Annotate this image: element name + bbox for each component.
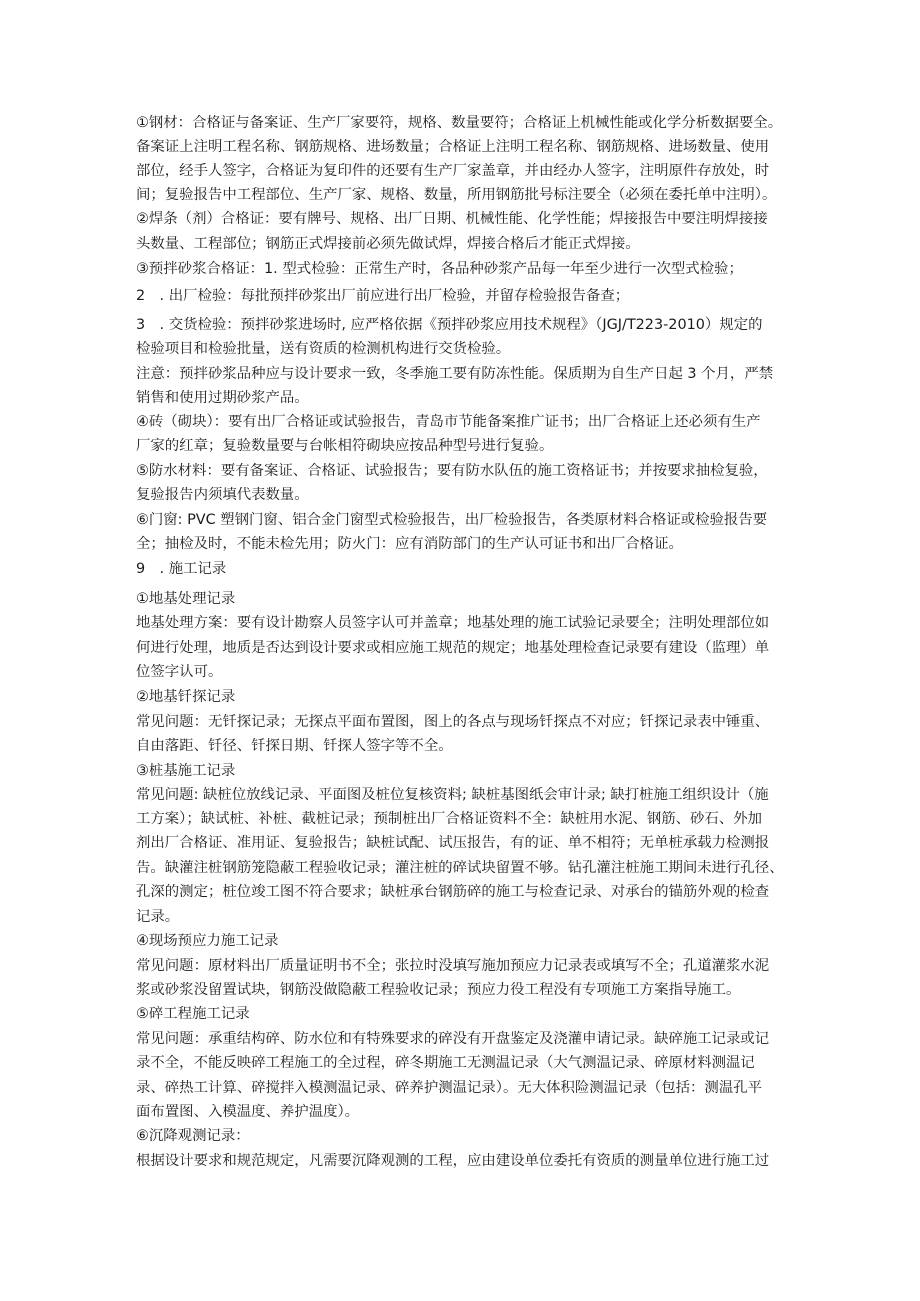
text-line: 剂出厂合格证、准用证、复验报告；缺桩试配、试压报告，有的证、单不相符；无单桩承载力检测报 bbox=[136, 835, 770, 851]
text-line: 录不全，不能反映碎工程施工的全过程，碎冬期施工无测温记录（大气测温记录、碎原材料测温记 bbox=[136, 1055, 755, 1071]
text-line: 注意：预拌砂浆品种应与设计要求一致，冬季施工要有防冻性能。保质期为自生产日起 3 个月，严禁 bbox=[136, 366, 774, 382]
subsection-heading: ②地基钎探记录 bbox=[136, 689, 236, 705]
subsection-heading: ④现场预应力施工记录 bbox=[136, 933, 279, 949]
text-line: 工方案）；缺试桩、补桩、截桩记录；预制桩出厂合格证资料不全：缺桩用水泥、钢筋、砂石、外加 bbox=[136, 811, 762, 827]
text-line: 自由落距、钎径、钎探日期、钎探人签字等不全。 bbox=[136, 738, 453, 754]
text-line: 常见问题：承重结构碎、防水位和有特殊要求的碎没有开盘鉴定及浇灌申请记录。缺碎施工记录或记 bbox=[136, 1031, 770, 1047]
text-line: 记录。 bbox=[136, 909, 180, 925]
text-line: 部位，经手人签字，合格证为复印件的还要有生产厂家盖章，并由经办人签字，注明原件存放处，时 bbox=[136, 163, 770, 179]
text-line: ①钢材：合格证与备案证、生产厂家要符，规格、数量要符；合格证上机械性能或化学分析数据要全。 bbox=[136, 115, 783, 131]
text-line: ⑤防水材料：要有备案证、合格证、试验报告；要有防水队伍的施工资格证书；并按要求抽检复验， bbox=[136, 463, 768, 479]
text-line: 孔深的测定；桩位竣工图不符合要求；缺桩承台钢筋碎的施工与检查记录、对承台的锚筋外观的检查 bbox=[136, 884, 770, 900]
text-line: 2 . 出厂检验：每批预拌砂浆出厂前应进行出厂检验，并留存检验报告备查； bbox=[136, 288, 630, 304]
text-line: 检验项目和检验批量，送有资质的检测机构进行交货检验。 bbox=[136, 341, 511, 357]
text-line: 间；复验报告中工程部位、生产厂家、规格、数量，所用钢筋批号标注要全（必须在委托单中注明）。 bbox=[136, 187, 777, 203]
subsection-heading: ③桩基施工记录 bbox=[136, 763, 236, 779]
text-line: 复验报告内须填代表数量。 bbox=[136, 487, 309, 503]
subsection-heading: ①地基处理记录 bbox=[136, 591, 236, 607]
text-line: 何进行处理，地质是否达到设计要求或相应施工规范的规定；地基处理检查记录要有建设（监理）单 bbox=[136, 640, 770, 656]
text-line: 常见问题：无钎探记录；无探点平面布置图，图上的各点与现场钎探点不对应；钎探记录表中锤重、 bbox=[136, 714, 770, 730]
text-line: 根据设计要求和规范规定，凡需要沉降观测的工程，应由建设单位委托有资质的测量单位进行施工过 bbox=[136, 1153, 770, 1169]
text-line: 浆或砂浆没留置试块，钢筋没做隐蔽工程验收记录；预应力役工程没有专项施工方案指导施工。 bbox=[136, 982, 741, 998]
text-line: 常见问题: 缺桩位放线记录、平面图及桩位复核资料; 缺桩基图纸会审计录; 缺打桩施工组织设计（施 bbox=[136, 787, 769, 803]
text-line: 全；抽检及时，不能未检先用；防火门：应有消防部门的生产认可证书和出厂合格证。 bbox=[136, 536, 683, 552]
text-line: 面布置图、入模温度、养护温度）。 bbox=[136, 1104, 360, 1120]
text-line: 常见问题：原材料出厂质量证明书不全；张拉时没填写施加预应力记录表或填写不全；孔道灌浆水泥 bbox=[136, 958, 770, 974]
text-line: 位签字认可。 bbox=[136, 664, 223, 680]
text-line: ④砖（砌块）：要有出厂合格证或试验报告，青岛市节能备案推广证书；出厂合格证上还必须有生产 bbox=[136, 414, 761, 430]
text-line: 地基处理方案：要有设计勘察人员签字认可并盖章；地基处理的施工试验记录要全；注明处理部位如 bbox=[136, 615, 770, 631]
text-line: 告。缺灌注桩钢筋笼隐蔽工程验收记录；灌注桩的碎试块留置不够。钻孔灌注桩施工期间未进行孔径、 bbox=[136, 860, 784, 876]
subsection-heading: ⑥沉降观测记录： bbox=[136, 1128, 250, 1144]
text-line: 销售和使用过期砂浆产品。 bbox=[136, 390, 309, 406]
text-line: ②焊条（剂）合格证：要有牌号、规格、出厂日期、机械性能、化学性能；焊接报告中要注明焊接接 bbox=[136, 211, 768, 227]
text-line: 备案证上注明工程名称、钢筋规格、进场数量；合格证上注明工程名称、钢筋规格、进场数量、使用 bbox=[136, 139, 770, 155]
text-line: ③预拌砂浆合格证：1. 型式检验：正常生产时，各品种砂浆产品每一年至少进行一次型式检验； bbox=[136, 261, 743, 277]
text-line: 3 . 交货检验：预拌砂浆进场时, 应严格依据《预拌砂浆应用技术规程》（JGJ/T223-2010）规定的 bbox=[136, 317, 763, 333]
subsection-heading: ⑤碎工程施工记录 bbox=[136, 1006, 250, 1022]
text-line: ⑥门窗: PVC 塑钢门窗、铝合金门窗型式检验报告，出厂检验报告，各类原材料合格证或检验报告要 bbox=[136, 512, 768, 528]
text-line: 厂家的红章；复验数量要与台帐相符砌块应按品种型号进行复验。 bbox=[136, 438, 554, 454]
text-line: 头数量、工程部位；钢筋正式焊接前必须先做试焊，焊接合格后才能正式焊接。 bbox=[136, 236, 640, 252]
section-heading: 9 . 施工记录 bbox=[136, 561, 227, 577]
text-line: 录、碎热工计算、碎搅拌入模测温记录、碎养护测温记录）。无大体积险测温记录（包括：测温孔平 bbox=[136, 1080, 762, 1096]
